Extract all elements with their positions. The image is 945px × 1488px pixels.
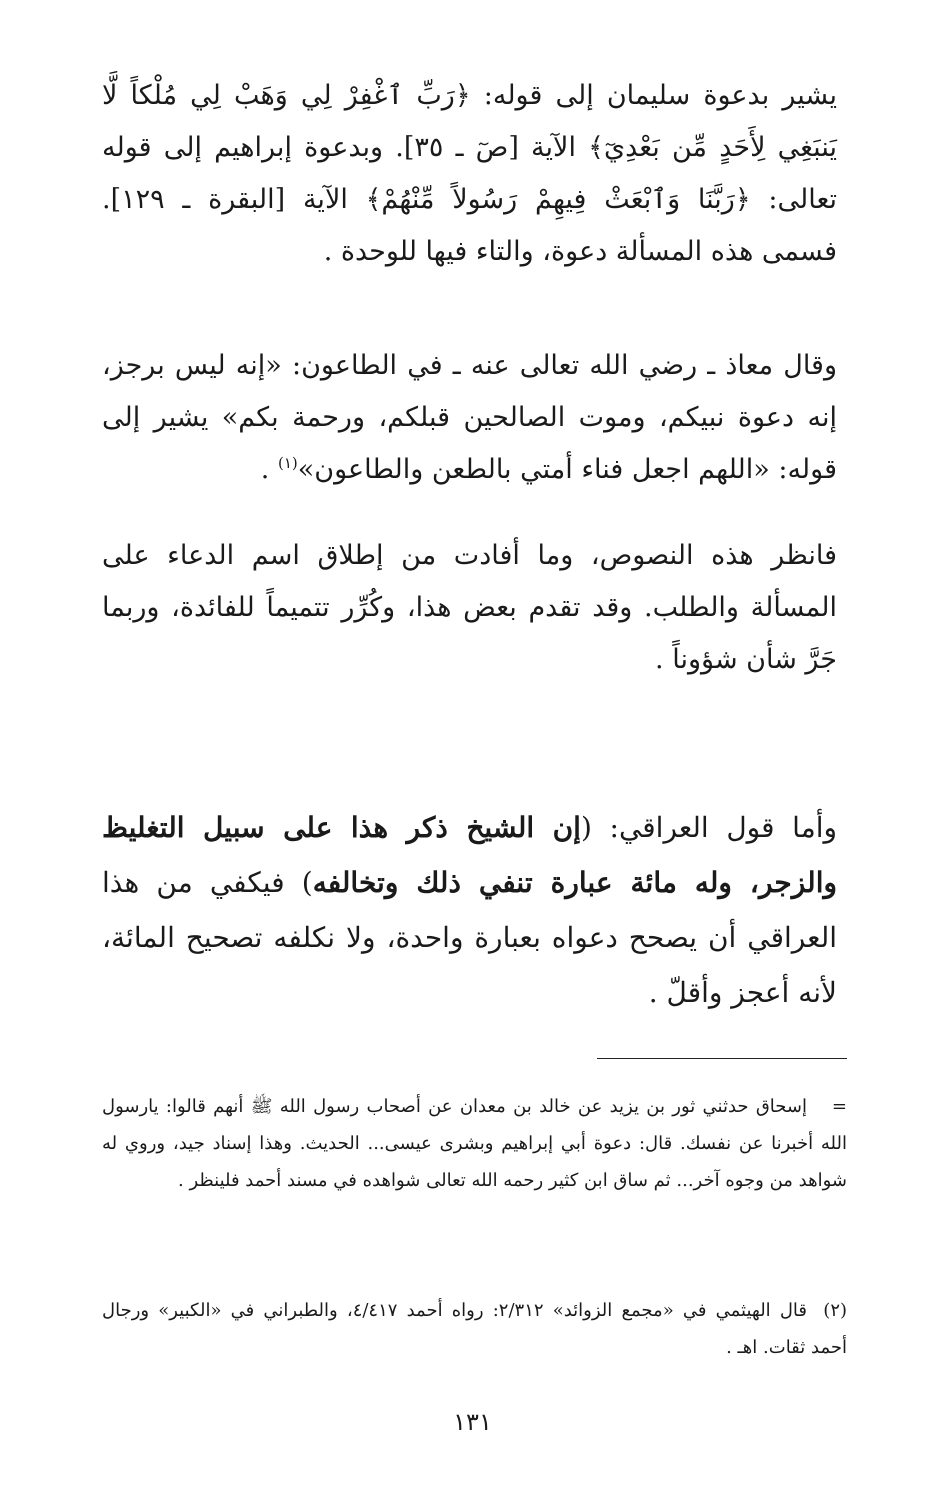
paragraph-sulayman-ibrahim: يشير بدعوة سليمان إلى قوله: ﴿رَبِّ ٱغْفِرْ لِي وَهَبْ لِي مُلْكاً لَّا يَنبَغِي لِأَحَدٍ مِّن بَعْدِيٓ﴾ الآية [صٓ ـ ٣٥]. وبدعوة إبراهيم إلى قوله تعالى: ﴿رَبَّنَا وَٱبْعَثْ فِيهِمْ رَسُولاً مِّنْهُمْ﴾ الآية [البقرة ـ ١٢٩]. فسمى هذه المسألة دعوة، والتاء فيها للوحدة . [102,80,837,267]
footnote-2-text: قال الهيثمي في «مجمع الزوائد» ٢/٣١٢: رواه أحمد ٤/٤١٧، والطبراني في «الكبير» ورجال أحمد ثقات. اهـ . [102,1300,847,1358]
paragraph-muadh-end: . [260,454,278,485]
footnote-reference: (١) [277,454,298,472]
paragraph-texts-reflection: فانظر هذه النصوص، وما أفادت من إطلاق اسم الدعاء على المسألة والطلب. وقد تقدم بعض هذا، وكُرِّر تتميماً للفائدة، وربما جَرَّ شأن شؤوناً . [102,540,837,675]
paragraph-iraqi-quote: إن الشيخ ذكر هذا على سبيل التغليظ والزجر، وله مائة عبارة تنفي ذلك وتخالفه [102,811,837,899]
paragraph-iraqi-response [102,800,837,1020]
footnote-2 [102,1292,847,1366]
paragraph-muadh-text: وقال معاذ ـ رضي الله تعالى عنه ـ في الطاعون: «إنه ليس برجز، إنه دعوة نبيكم، وموت الصالحين قبلكم، ورحمة بكم» يشير إلى قوله: «اللهم اجعل فناء أمتي بالطعن والطاعون» [102,350,837,485]
footnote-continuation-marker: = [831,1096,847,1117]
paragraph-iraqi-start: وأما قول العراقي: ( [580,811,837,844]
footnote-separator [597,1058,847,1059]
footnote-continued [102,1088,847,1199]
footnote-continued-text: إسحاق حدثني ثور بن يزيد عن خالد بن معدان عن أصحاب رسول الله ﷺ أنهم قالوا: يارسول الله أخبرنا عن نفسك. قال: دعوة أبي إبراهيم وبشرى عيسى... الحديث. وهذا إسناد جيد، وروي له شواهد من وجوه آخر... ثم ساق ابن كثير رحمه الله تعالى شواهده في مسند أحمد فلينظر . [102,1096,847,1191]
paragraph-muadh-taun [102,340,837,496]
footnote-2-marker: (٢) [823,1300,848,1321]
paragraph-iraqi-end: ) فيكفي من هذا العراقي أن يصحح دعواه بعبارة واحدة، ولا نكلفه تصحيح المائة، لأنه أعجز وأقلّ . [102,866,837,1009]
page-number: ١٣١ [453,1408,492,1436]
